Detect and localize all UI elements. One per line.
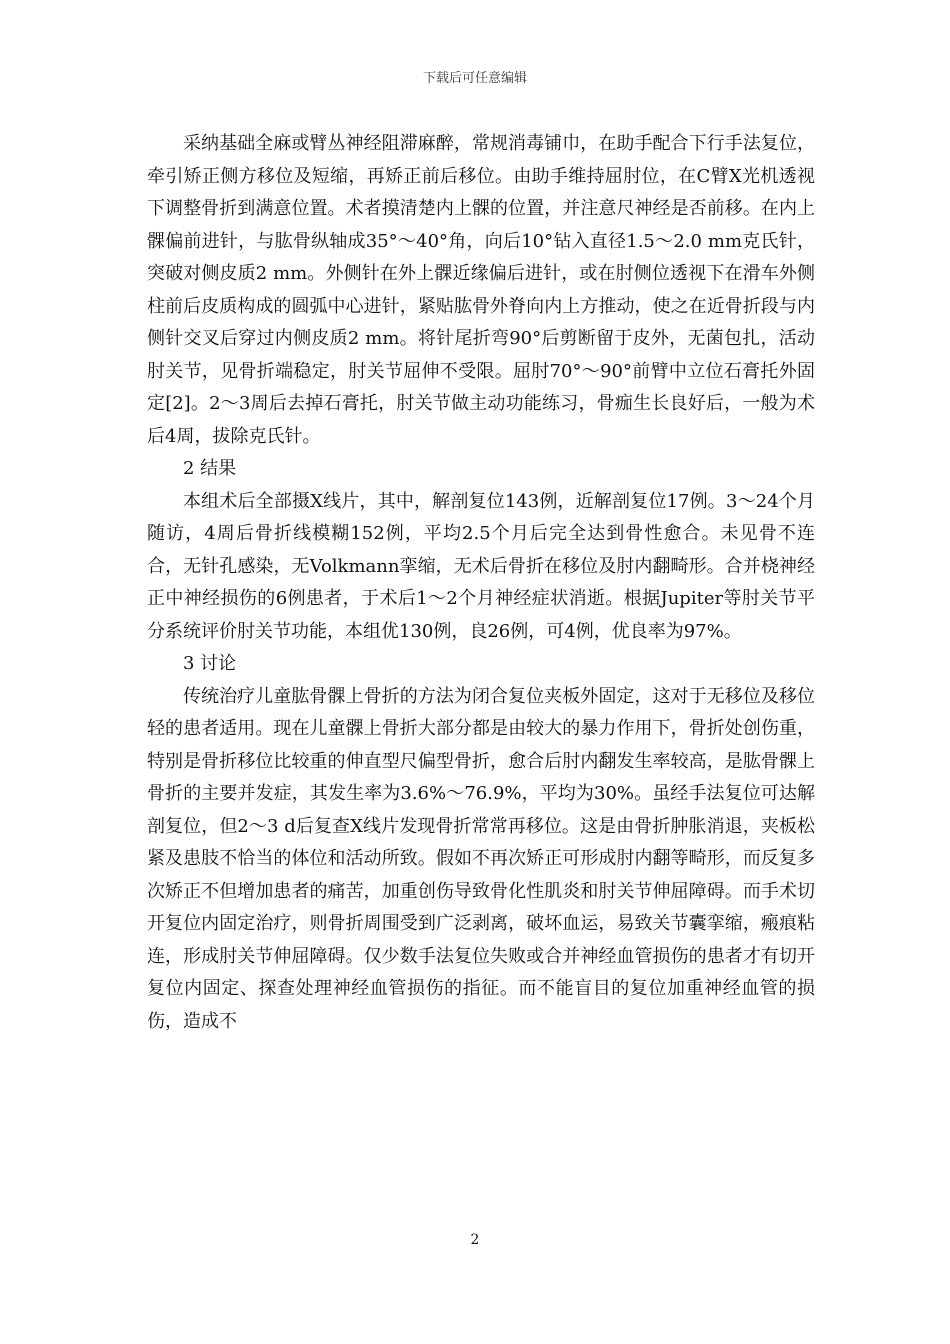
page-header: 下载后可任意编辑 <box>422 71 527 86</box>
paragraph-discussion: 传统治疗儿童肱骨髁上骨折的方法为闭合复位夹板外固定，这对于无移位及移位轻的患者适用。现在儿童髁上骨折大部分都是由较大的暴力作用下，骨折处创伤重，特别是骨折移位比较重的伸直型尺偏型骨折，愈合后肘内翻发生率较高，是肱骨髁上骨折的主要并发症，其发生率为3.6%～76.9%，平均为30%。虽经手法复位可达解剖复位，但2～3 d后复查X线片发现骨折常常再移位。这是由骨折肿胀消退，夹板松紧及患肢不恰当的体位和活动所致。假如不再次矫正可形成肘内翻等畸形，而反复多次矫正不但增加患者的痛苦，加重创伤导致骨化性肌炎和肘关节伸屈障碍。而手术切开复位内固定治疗，则骨折周围受到广泛剥离，破坏血运，易致关节囊挛缩，瘢痕粘连，形成肘关节伸屈障碍。仅少数手法复位失败或合并神经血管损伤的患者才有切开复位内固定、探查处理神经血管损伤的指征。而不能盲目的复位加重神经血管的损伤，造成不 <box>147 685 815 1032</box>
page-number: 2 <box>470 1232 480 1248</box>
paragraph-results: 本组术后全部摄X线片，其中，解剖复位143例，近解剖复位17例。3～24个月随访，4周后骨折线模糊152例，平均2.5个月后完全达到骨性愈合。未见骨不连合，无针孔感染，无Volkmann挛缩，无术后骨折在移位及肘内翻畸形。合并桡神经正中神经损伤的6例患者，于术后1～2个月神经症状消逝。根据Jupiter等肘关节平分系统评价肘关节功能，本组优130例，良26例，可4例，优良率为97%。 <box>147 490 815 642</box>
section-heading-results: 2 结果 <box>183 458 237 479</box>
document-body <box>147 128 815 1038</box>
paragraph-procedure: 采纳基础全麻或臂丛神经阻滞麻醉，常规消毒铺巾，在助手配合下行手法复位，牵引矫正侧方移位及短缩，再矫正前后移位。由助手维持屈肘位，在C臂X光机透视下调整骨折到满意位置。术者摸清楚内上髁的位置，并注意尺神经是否前移。在内上髁偏前进针，与肱骨纵轴成35°～40°角，向后10°钻入直径1.5～2.0 mm克氏针，突破对侧皮质2 mm。外侧针在外上髁近缘偏后进针，或在肘侧位透视下在滑车外侧柱前后皮质构成的圆弧中心进针，紧贴肱骨外脊向内上方推动，使之在近骨折段与内侧针交叉后穿过内侧皮质2 mm。将针尾折弯90°后剪断留于皮外，无菌包扎，活动肘关节，见骨折端稳定，肘关节屈伸不受限。屈肘70°～90°前臂中立位石膏托外固定[2]。2～3周后去掉石膏托，肘关节做主动功能练习，骨痂生长良好后，一般为术后4周，拔除克氏针。 <box>147 133 815 447</box>
section-heading-discussion: 3 讨论 <box>183 653 237 674</box>
